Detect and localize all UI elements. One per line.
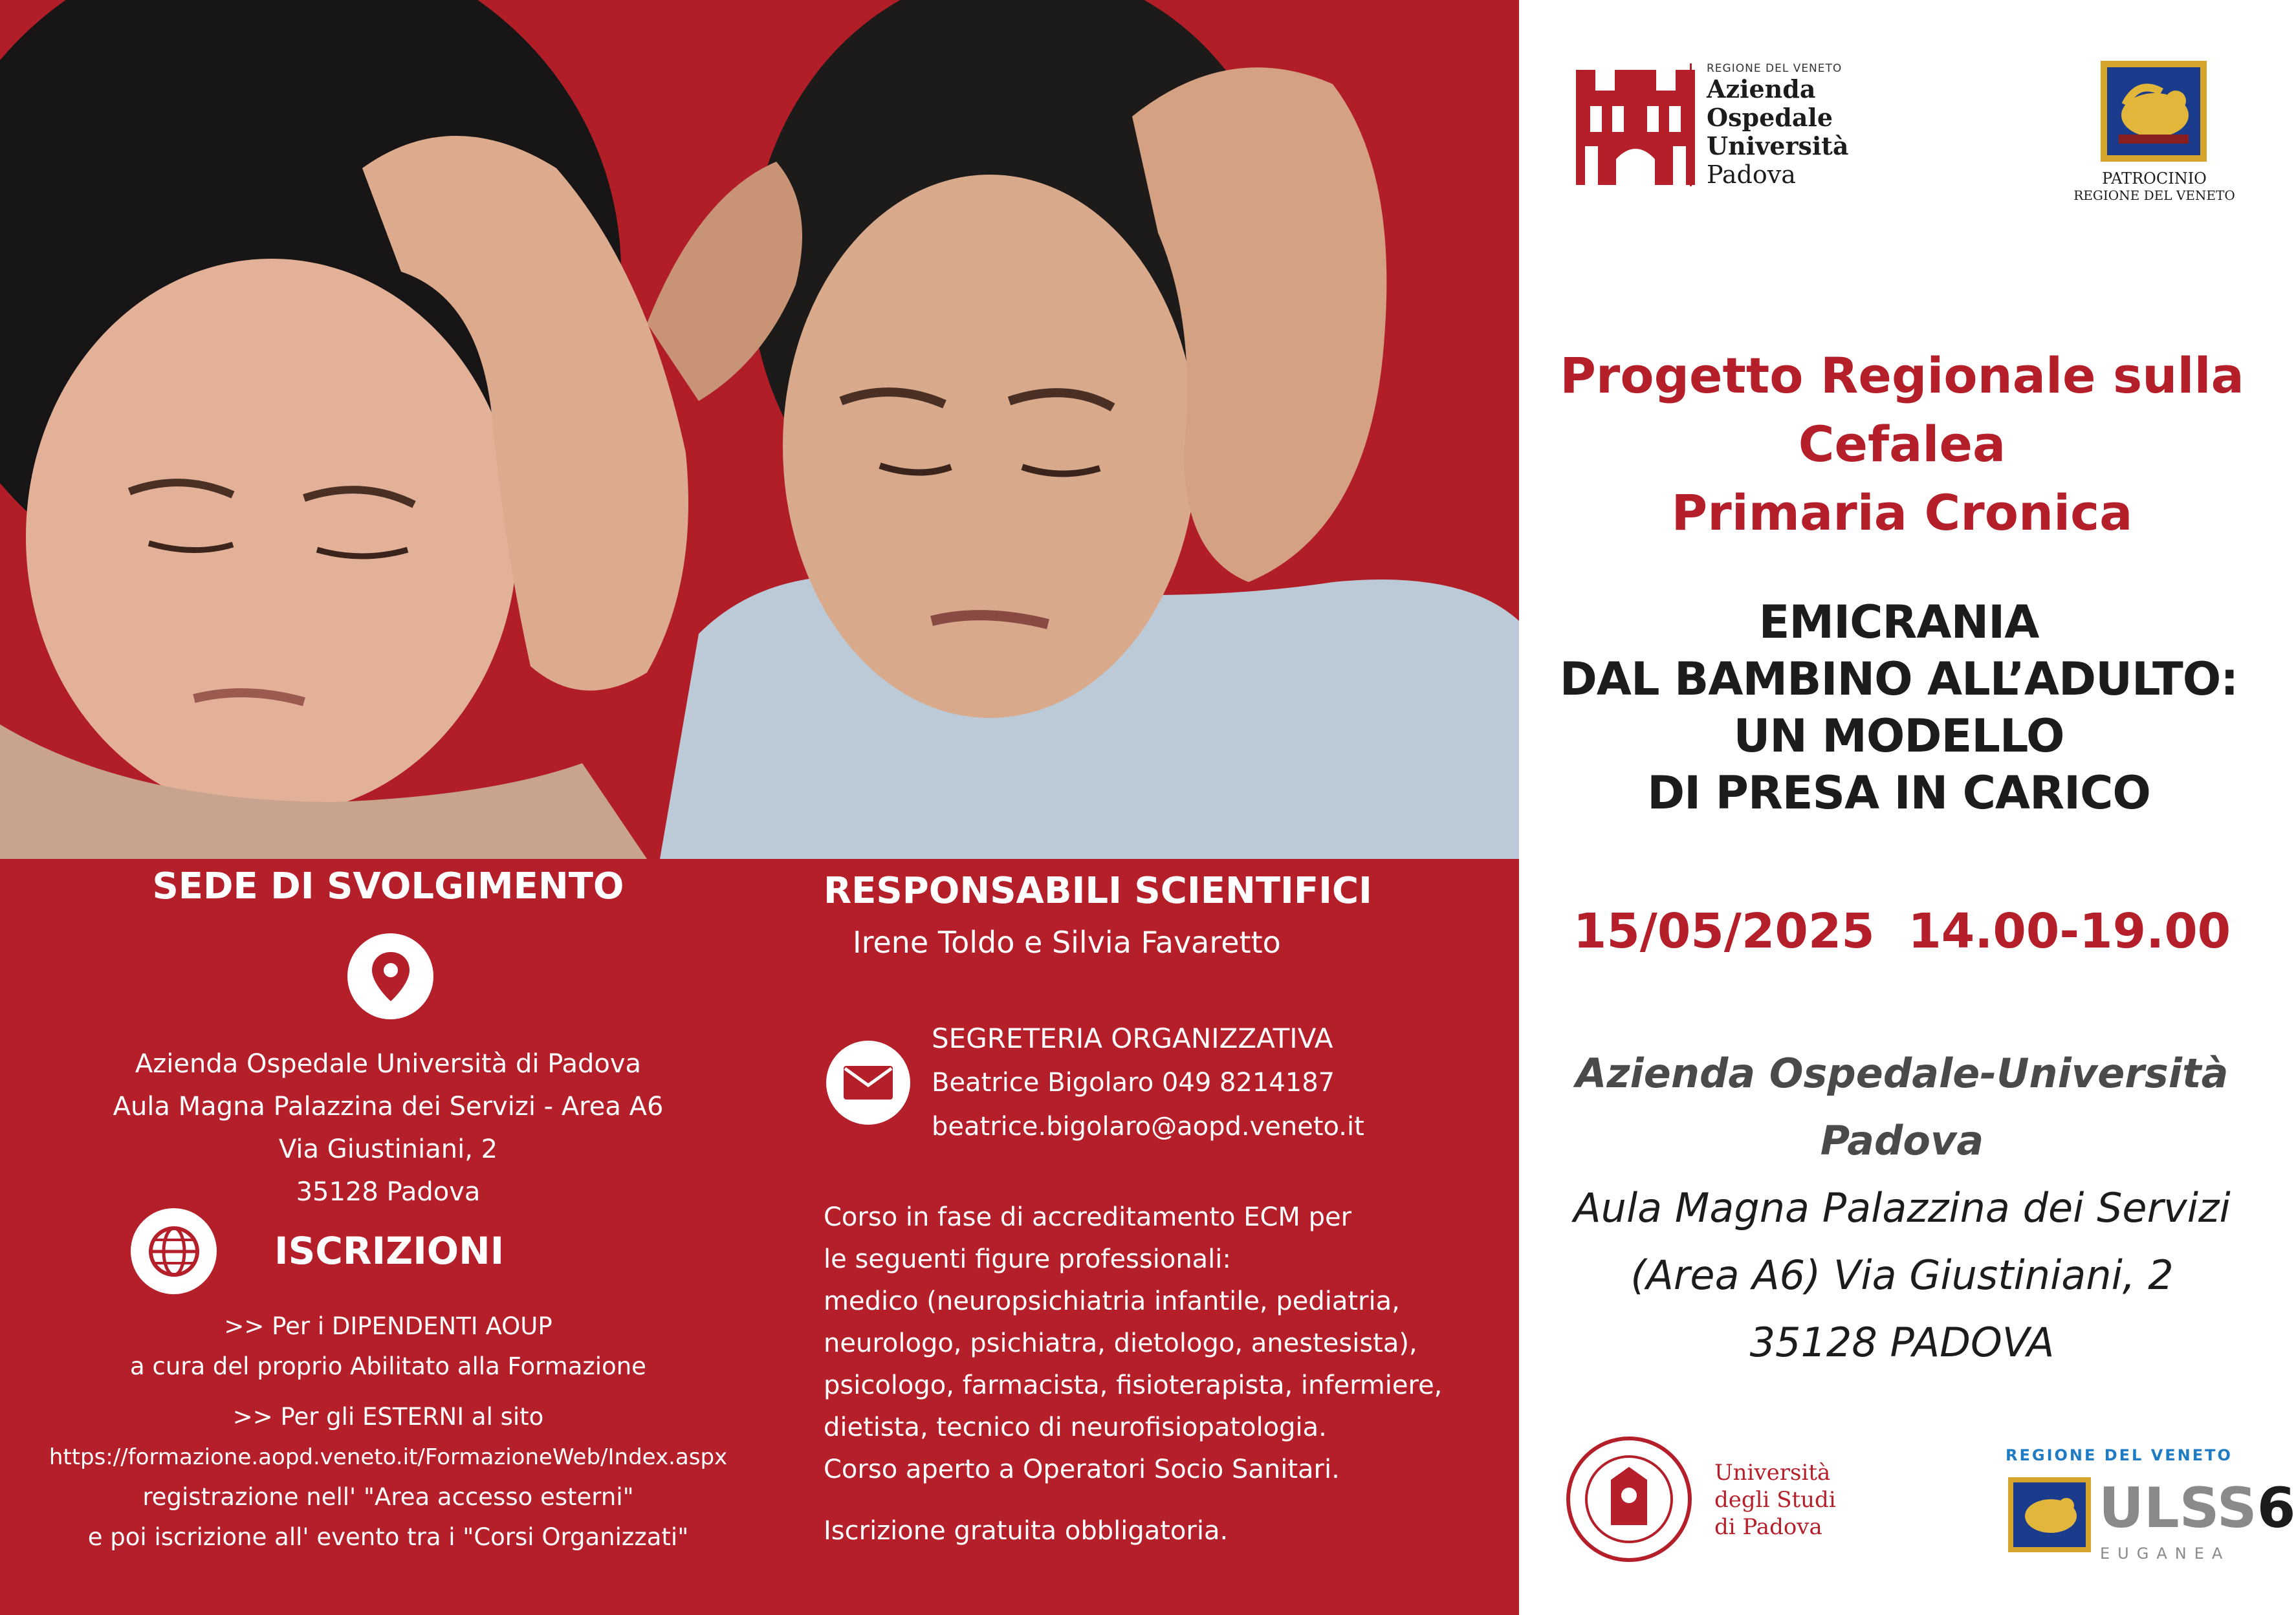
aoup-logo-region: REGIONE DEL VENETO [1707, 62, 1842, 75]
registration-heading: ISCRIZIONI [274, 1229, 505, 1273]
registration-external-line2: registrazione nell' "Area accesso esterni" [142, 1483, 634, 1511]
accreditation-free: Iscrizione gratuita obbligatoria. [824, 1516, 1229, 1546]
accreditation-line: Corso in fase di accreditamento ECM per [824, 1202, 1352, 1232]
patrocinio-text [2057, 169, 2251, 203]
aoup-building-icon [1571, 65, 1700, 188]
secretariat-contact: Beatrice Bigolaro 049 8214187 [932, 1068, 1335, 1098]
venue-heading: SEDE DI SVOLGIMENTO [152, 865, 624, 907]
event-location-line4: (Area A6) Via Giustiniani, 2 [1630, 1252, 2174, 1299]
project-title-line1: Progetto Regionale sulla [1560, 347, 2244, 404]
event-location-line5: 35128 PADOVA [1749, 1319, 2055, 1366]
globe-glyph [146, 1224, 202, 1279]
unipd-line2: degli Studi [1714, 1487, 1836, 1513]
venue-address-line: Aula Magna Palazzina dei Servizi - Area A6 [113, 1092, 664, 1122]
accreditation-line: psicologo, farmacista, fisioterapista, infermiere, [824, 1371, 1443, 1400]
event-location [1540, 1040, 2264, 1376]
veneto-lion-crest-icon [2099, 60, 2208, 163]
scientific-heading: RESPONSABILI SCIENTIFICI [824, 870, 1372, 912]
ulss-sub: EUGANEA [2100, 1545, 2231, 1563]
ulss-number: 6 [2257, 1476, 2296, 1541]
registration-url-link[interactable]: https://formazione.aopd.veneto.it/FormazioneWeb/Index.aspx [49, 1444, 728, 1470]
project-title [1540, 341, 2264, 547]
aoup-logo-line2: Ospedale [1707, 103, 1833, 132]
aoup-logo-line1: Azienda [1707, 74, 1816, 103]
project-title-line3: Primaria Cronica [1671, 484, 2133, 541]
aoup-logo-divider [1690, 63, 1692, 186]
ulss-lion-crest-icon [2007, 1476, 2092, 1554]
unipd-logo-text [1714, 1459, 1883, 1541]
ulss-main: ULSS [2099, 1476, 2257, 1541]
event-location-line2: Padova [1820, 1117, 1984, 1164]
project-title-line2: Cefalea [1798, 415, 2006, 473]
location-pin-icon [347, 933, 433, 1019]
event-location-line1: Azienda Ospedale-Università [1575, 1050, 2229, 1097]
veneto-crest-glyph [2099, 60, 2208, 163]
event-title-line1: EMICRANIA [1758, 596, 2039, 649]
venue-address-line: Azienda Ospedale Università di Padova [135, 1049, 642, 1079]
unipd-line3: di Padova [1714, 1514, 1822, 1540]
registration-employees [39, 1306, 738, 1387]
aoup-logo-line4: Padova [1707, 160, 1796, 189]
aoup-logo-text [1707, 62, 1875, 189]
registration-external-line3: e poi iscrizione all' evento tra i "Corsi Organizzati" [87, 1523, 689, 1551]
envelope-glyph [842, 1065, 894, 1101]
secretariat-email-link[interactable]: beatrice.bigolaro@aopd.veneto.it [932, 1112, 1364, 1142]
scientific-names: Irene Toldo e Silvia Favaretto [853, 925, 1281, 960]
accreditation-line: medico (neuropsichiatria infantile, pediatria, [824, 1286, 1400, 1316]
ulss-wordmark [2099, 1476, 2296, 1547]
secretariat-block [932, 1017, 1488, 1149]
accreditation-block [824, 1197, 1509, 1552]
secretariat-heading: SEGRETERIA ORGANIZZATIVA [932, 1023, 1333, 1054]
venue-address-line: Via Giustiniani, 2 [278, 1134, 498, 1164]
event-title [1527, 594, 2271, 821]
ulss-region-label: REGIONE DEL VENETO [2006, 1446, 2233, 1464]
aoup-logo-mark [1571, 65, 1700, 188]
registration-employees-line1: >> Per i DIPENDENTI AOUP [224, 1312, 552, 1340]
accreditation-line: Corso aperto a Operatori Socio Sanitari. [824, 1455, 1340, 1484]
registration-employees-line2: a cura del proprio Abilitato alla Formazione [130, 1352, 646, 1380]
ulss-crest-glyph [2007, 1476, 2092, 1554]
accreditation-line: neurologo, psichiatra, dietologo, anestesista), [824, 1328, 1417, 1358]
event-title-line4: DI PRESA IN CARICO [1647, 766, 2150, 819]
event-title-line3: UN MODELLO [1733, 710, 2064, 763]
patrocinio-line2: REGIONE DEL VENETO [2073, 188, 2235, 203]
envelope-icon [826, 1041, 910, 1125]
accreditation-line: dietista, tecnico di neurofisiopatologia. [824, 1413, 1327, 1442]
hero-photo [0, 0, 1519, 859]
headache-photo-illustration [0, 0, 1519, 859]
unipd-seal-glyph [1564, 1435, 1694, 1564]
venue-address-line: 35128 Padova [296, 1177, 481, 1207]
event-datetime: 15/05/2025 14.00-19.00 [1573, 904, 2231, 959]
registration-external-line1: >> Per gli ESTERNI al sito [232, 1403, 544, 1431]
aoup-logo-line3: Università [1707, 131, 1849, 160]
unipd-seal-icon [1564, 1435, 1694, 1564]
globe-icon [131, 1208, 217, 1294]
unipd-line1: Università [1714, 1460, 1831, 1486]
registration-external [26, 1397, 750, 1557]
patrocinio-line1: PATROCINIO [2102, 169, 2207, 188]
accreditation-line: le seguenti figure professionali: [824, 1244, 1231, 1274]
event-title-line2: DAL BAMBINO ALL’ADULTO: [1559, 653, 2238, 706]
event-location-line3: Aula Magna Palazzina dei Servizi [1573, 1184, 2231, 1231]
venue-address [65, 1043, 712, 1213]
location-pin-glyph [368, 949, 413, 1004]
